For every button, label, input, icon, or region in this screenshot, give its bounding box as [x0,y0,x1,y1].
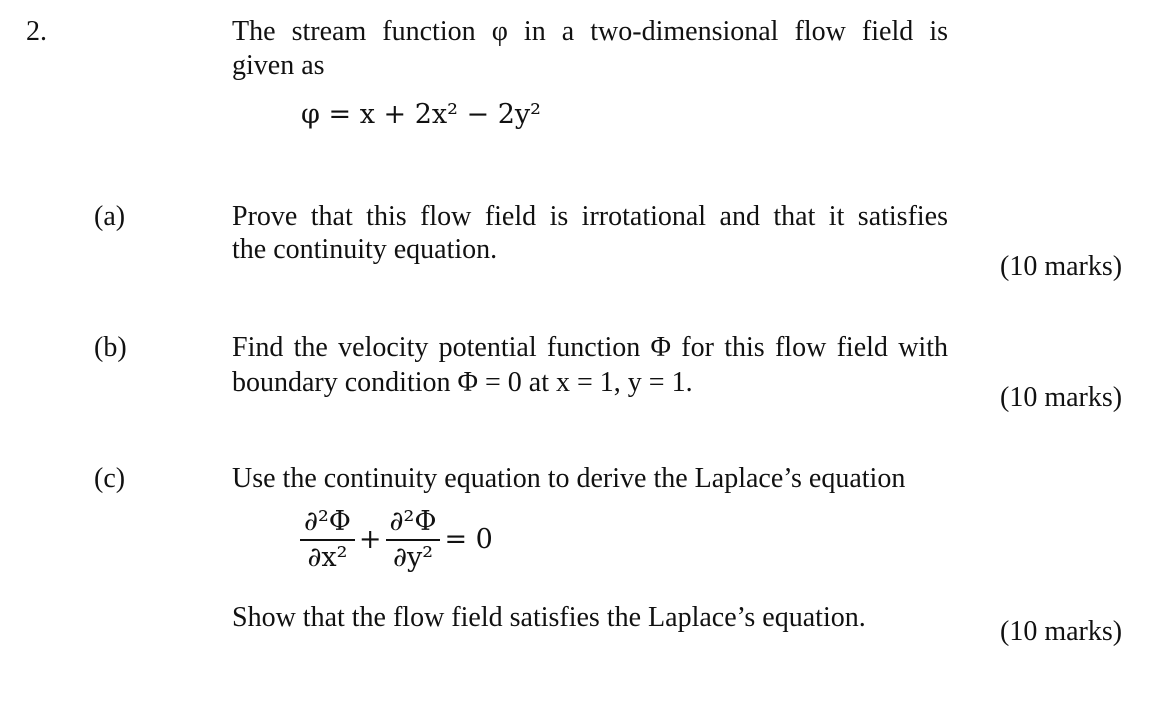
fraction-bar [386,539,441,541]
part-b-marks: (10 marks) [1000,382,1123,413]
laplace-term-2 [386,508,441,572]
part-c-text-line-1: Use the continuity equation to derive the Laplace’s equation [232,463,906,494]
part-b-label: (b) [94,332,127,363]
part-c-marks: (10 marks) [1000,616,1123,647]
fraction-bar [300,539,355,541]
question-intro-line-1: The stream function φ in a two-dimensional flow field is [232,16,948,47]
laplace-rhs: = 0 [444,524,493,555]
laplace-plus-sign: + [358,524,382,555]
question-intro-line-2: given as [232,50,325,81]
part-a-text-line-1: Prove that this flow field is irrotational and that it satisfies [232,201,948,232]
stream-function-equation: φ = x + 2x² − 2y² [301,99,541,130]
part-b-text-line-1: Find the velocity potential function Φ for this flow field with [232,332,948,363]
part-c-label: (c) [94,463,126,494]
laplace-term-1-numerator: ∂²Φ [304,506,351,537]
part-c-text-line-2: Show that the flow field satisfies the Laplace’s equation. [232,602,866,633]
part-b-text-line-2: boundary condition Φ = 0 at x = 1, y = 1. [232,367,693,398]
laplace-term-2-denominator: ∂y² [392,542,434,573]
part-a-marks: (10 marks) [1000,251,1123,282]
laplace-equation [300,508,497,572]
question-number: 2. [26,16,47,47]
laplace-term-1-denominator: ∂x² [307,542,348,573]
part-a-label: (a) [94,201,126,232]
laplace-term-1 [300,508,355,572]
part-a-text-line-2: the continuity equation. [232,234,498,265]
laplace-term-2-numerator: ∂²Φ [389,506,437,537]
